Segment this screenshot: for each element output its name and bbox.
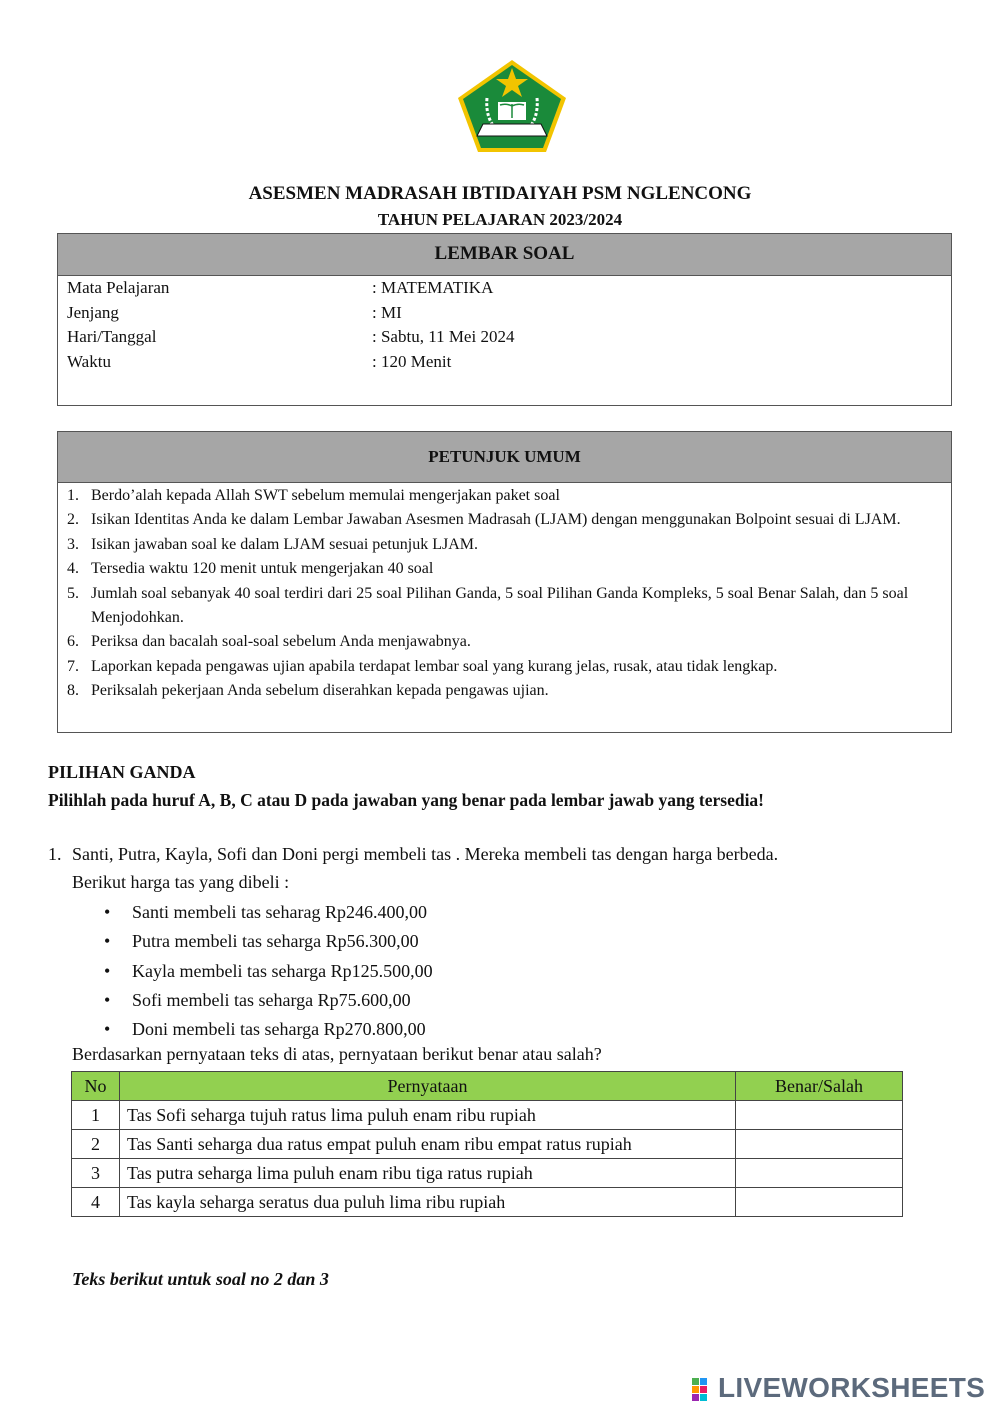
instructions-heading: PETUNJUK UMUM — [58, 432, 951, 483]
instruction-text: Berdo’alah kepada Allah SWT sebelum memulai mengerjakan paket soal — [91, 487, 560, 504]
list-item-text: Putra membeli tas seharga Rp56.300,00 — [132, 931, 419, 952]
info-value: : Sabtu, 11 Mei 2024 — [372, 327, 515, 346]
answer-cell[interactable] — [736, 1130, 903, 1159]
instruction-number: 7. — [67, 657, 79, 675]
list-item-text: Santi membeli tas seharag Rp246.400,00 — [132, 902, 427, 922]
question-number: 1. — [48, 844, 62, 864]
column-header-no: No — [72, 1072, 120, 1101]
list-item — [104, 959, 433, 988]
list-item — [104, 929, 433, 958]
info-box-heading: LEMBAR SOAL — [58, 234, 951, 276]
bullet-icon: • — [104, 989, 111, 1010]
bullet-icon: • — [104, 902, 111, 922]
brand-name: LIVEWORKSHEETS — [718, 1372, 986, 1403]
instructions-box — [57, 431, 952, 733]
instruction-text: Periksa dan bacalah soal-soal sebelum Anda menjawabnya. — [91, 633, 471, 651]
question-prompt: Berdasarkan pernyataan teks di atas, pernyataan berikut benar atau salah? — [72, 1044, 602, 1064]
list-item-text: Kayla membeli tas seharga Rp125.500,00 — [132, 960, 433, 981]
column-header-statement: Pernyataan — [120, 1072, 736, 1101]
instruction-item — [67, 582, 947, 631]
section-title: PILIHAN GANDA — [48, 762, 196, 782]
price-list — [104, 900, 433, 1046]
instruction-item — [67, 484, 947, 508]
info-value: : MATEMATIKA — [372, 278, 494, 297]
instruction-text: Periksalah pekerjaan Anda sebelum diserahkan kepada pengawas ujian. — [91, 682, 549, 700]
row-statement: Tas Santi seharga dua ratus empat puluh enam ribu empat ratus rupiah — [120, 1130, 736, 1159]
answer-cell[interactable] — [736, 1101, 903, 1130]
row-number: 1 — [72, 1101, 120, 1130]
passage-note: Teks berikut untuk soal no 2 dan 3 — [72, 1269, 329, 1289]
info-label: Mata Pelajaran — [67, 278, 170, 297]
instruction-item — [67, 557, 947, 581]
ministry-emblem-icon — [455, 58, 569, 154]
list-item-text: Doni membeli tas seharga Rp270.800,00 — [132, 1019, 426, 1040]
instruction-item — [67, 630, 947, 654]
instruction-number: 8. — [67, 682, 79, 700]
question-subtext: Berikut harga tas yang dibeli : — [72, 872, 290, 892]
ministry-logo — [455, 58, 569, 154]
info-label: Jenjang — [67, 302, 119, 322]
answer-cell[interactable] — [736, 1188, 903, 1217]
instruction-text: Tersedia waktu 120 menit untuk mengerjakan 40 soal — [91, 560, 434, 578]
table-row — [72, 1101, 903, 1130]
table-row — [72, 1159, 903, 1188]
row-number: 4 — [72, 1188, 120, 1217]
instruction-text: Isikan jawaban soal ke dalam LJAM sesuai petunjuk LJAM. — [91, 535, 479, 553]
instruction-text: Laporkan kepada pengawas ujian apabila terdapat lembar soal yang kurang jelas, rusak, atau tidak lengkap. — [91, 657, 778, 675]
liveworksheets-logo-icon — [692, 1378, 716, 1402]
bullet-icon: • — [104, 960, 111, 981]
instruction-number: 2. — [67, 511, 79, 529]
row-number: 3 — [72, 1159, 120, 1188]
list-item — [104, 1017, 433, 1046]
true-false-table — [71, 1071, 903, 1217]
instruction-number: 3. — [67, 535, 79, 553]
document-subtitle: TAHUN PELAJARAN 2023/2024 — [377, 210, 623, 229]
bullet-icon: • — [104, 931, 111, 952]
question-text: Santi, Putra, Kayla, Sofi dan Doni pergi membeli tas . Mereka membeli tas dengan harga berbeda. — [72, 844, 779, 864]
instruction-item — [67, 508, 947, 532]
instruction-item — [67, 679, 947, 703]
info-value: : 120 Menit — [372, 351, 452, 371]
instructions-list — [67, 484, 947, 704]
bullet-icon: • — [104, 1019, 111, 1040]
instruction-text: Jumlah soal sebanyak 40 soal terdiri dari 25 soal Pilihan Ganda, 5 soal Pilihan Ganda Kompleks, 5 soal Benar Salah, dan 5 soal Menjodohkan. — [91, 584, 909, 627]
table-header-row — [72, 1072, 903, 1101]
instruction-number: 6. — [67, 633, 79, 651]
section-instruction: Pilihlah pada huruf A, B, C atau D pada jawaban yang benar pada lembar jawab yang tersedia! — [48, 790, 765, 810]
row-statement: Tas kayla seharga seratus dua puluh lima ribu rupiah — [120, 1188, 736, 1217]
instruction-number: 4. — [67, 560, 79, 578]
list-item — [104, 900, 433, 929]
info-label: Waktu — [67, 351, 111, 371]
table-row — [72, 1130, 903, 1159]
instruction-item — [67, 655, 947, 679]
list-item — [104, 988, 433, 1017]
instruction-item — [67, 533, 947, 557]
instruction-number: 5. — [67, 584, 79, 602]
table-row — [72, 1188, 903, 1217]
list-item-text: Sofi membeli tas seharga Rp75.600,00 — [132, 989, 411, 1010]
instruction-text: Isikan Identitas Anda ke dalam Lembar Jawaban Asesmen Madrasah (LJAM) dengan menggunakan Bolpoint sesuai di LJAM. — [91, 511, 901, 529]
info-box — [57, 233, 952, 406]
row-number: 2 — [72, 1130, 120, 1159]
column-header-answer: Benar/Salah — [736, 1072, 903, 1101]
row-statement: Tas putra seharga lima puluh enam ribu tiga ratus rupiah — [120, 1159, 736, 1188]
document-title: ASESMEN MADRASAH IBTIDAIYAH PSM NGLENCONG — [248, 183, 752, 204]
row-statement: Tas Sofi seharga tujuh ratus lima puluh enam ribu rupiah — [120, 1101, 736, 1130]
answer-cell[interactable] — [736, 1159, 903, 1188]
instruction-number: 1. — [67, 487, 79, 504]
info-value: : MI — [372, 302, 402, 322]
info-label: Hari/Tanggal — [67, 327, 157, 346]
